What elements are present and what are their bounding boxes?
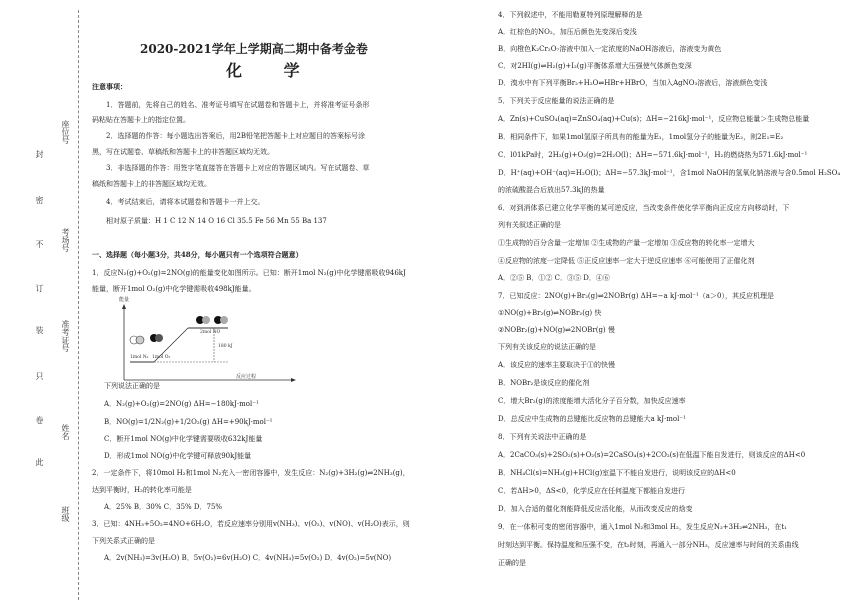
- option-line: A．25% B．30% C．35% D．75%: [104, 503, 223, 511]
- sidebar-label: 不: [35, 240, 44, 248]
- option-line: A．N₂(g)+O₂(g)=2NO(g) ΔH=−180kJ·mol⁻¹: [104, 400, 259, 408]
- note-line: 1．答题前，先将自己的姓名、准考证号填写在试题卷和答题卡上，并将准考证号条形: [106, 101, 370, 109]
- sidebar-label: 考场号: [61, 228, 70, 252]
- option-line: A．Zn(s)+CuSO₄(aq)=ZnSO₄(aq)+Cu(s)；ΔH=−216kJ·mol⁻¹，反应物总能量＞生成物总能量: [498, 115, 810, 123]
- sidebar-label: 只: [35, 372, 44, 380]
- note-line: 相对原子质量：H 1 C 12 N 14 O 16 Cl 35.5 Fe 56 Mn 55 Ba 137: [106, 217, 327, 225]
- sidebar-label: 姓名: [61, 424, 70, 440]
- option-line: A．②⑤ B．①② C．③⑤ D．④⑥: [498, 274, 610, 282]
- option-line: A．2v(NH₃)=3v(H₂O) B．5v(O₂)=6v(H₂O) C．4v(NH₃)=5v(O₂) D．4v(O₂)=5v(NO): [104, 554, 392, 562]
- option-line: A．红棕色的NO₂，加压后颜色先变深后变浅: [498, 28, 637, 36]
- option-line: C．断开1mol NO(g)中化学键需要吸收632kJ能量: [104, 435, 263, 443]
- figure-ylabel: 能量: [119, 297, 130, 303]
- question-line: 8．下列有关说法中正确的是: [498, 433, 587, 441]
- question-line: 9．在一体积可变的密闭容器中，通入1mol N₂和3mol H₂，发生反应N₂+3H₂⇌2NH₃，在t₁: [498, 523, 787, 531]
- sidebar-label: 班级: [61, 506, 70, 522]
- option-line: A．该反应的速率主要取决于①的快慢: [498, 361, 616, 369]
- notes-heading: 注意事项：: [92, 82, 127, 91]
- figure-energy-label: 180 kJ: [218, 344, 233, 349]
- sidebar-label: 此: [35, 458, 44, 466]
- question-line: 达到平衡时，H₂的转化率可能是: [92, 486, 192, 494]
- option-line: ①NO(g)+Br₂(g)⇌NOBr₂(g) 快: [498, 309, 602, 317]
- option-line: D．总反应中生成物的总键能比反应物的总键能大a kJ·mol⁻¹: [498, 415, 686, 423]
- question-line: 1．反应N₂(g)+O₂(g)=2NO(g)的能量变化如图所示。已知：断开1mol N₂(g)中化学键需吸收946kJ: [92, 269, 406, 277]
- option-line: B．向橙色K₂Cr₂O₇溶液中加入一定浓度的NaOH溶液后，溶液变为黄色: [498, 45, 722, 53]
- question-line: 下列有关该反应的说法正确的是: [498, 343, 596, 351]
- sidebar-label: 座位号: [61, 120, 70, 144]
- option-line: ④反应物的浓度一定降低 ⑤正反应速率一定大于逆反应速率 ⑥可能使用了正催化剂: [498, 257, 755, 265]
- figure-top-label: 2mol NO: [200, 330, 221, 335]
- question-line: 6．对到消体系已建立化学平衡的某可逆反应，当改变条件使化学平衡向正反应方向移动时，下: [498, 204, 790, 212]
- option-line: B．NH₄Cl(s)=NH₃(g)+HCl(g)室温下不能自发进行，说明该反应的ΔH<0: [498, 469, 736, 477]
- subject-title: 化 学: [226, 61, 318, 80]
- note-line: 黑，写在试题卷、草稿纸和答题卡上的非答题区域均无效。: [92, 148, 274, 156]
- note-line: 2．选择题的作答：每小题选出答案后，用2B铅笔把答题卡上对应题目的答案标号涂: [106, 132, 366, 140]
- note-line: 4．考试结束后，请将本试题卷和答题卡一并上交。: [106, 198, 265, 206]
- sidebar-label: 密: [35, 196, 44, 204]
- option-line: D．加入合适的催化剂能降低反应活化能，从而改变反应的焓变: [498, 505, 693, 513]
- sidebar-label: 卷: [35, 416, 44, 424]
- binding-line: [78, 10, 79, 600]
- note-line: 码粘贴在答题卡上的指定位置。: [92, 116, 190, 124]
- question-line: 时刻达到平衡。保持温度和压强不变，在t₂时刻，再通入一部分NH₃，反应速率与时间的关系曲线: [498, 541, 799, 549]
- question-line: 列有关叙述正确的是: [498, 221, 561, 229]
- option-line: ②NOBr₂(g)+NO(g)⇌2NOBr(g) 慢: [498, 326, 615, 334]
- option-line: B．相同条件下，如果1mol氢原子所具有的能量为E₁，1mol氢分子的能量为E₂，则2E₁=E₂: [498, 133, 784, 141]
- question-line: 4．下列叙述中，不能用勒夏特列原理解释的是: [498, 11, 643, 19]
- question-line: 下列说法正确的是: [104, 382, 160, 390]
- question-line: 正确的是: [498, 559, 526, 567]
- option-line: B．NOBr₂是该反应的催化剂: [498, 379, 590, 387]
- option-line: D．形成1mol NO(g)中化学键可释放90kJ能量: [104, 452, 252, 460]
- energy-diagram: [118, 297, 298, 384]
- option-line: C．对2HI(g)⇌H₂(g)+I₂(g)平衡体系增大压强使气体颜色变深: [498, 62, 692, 70]
- option-line: C．若ΔH>0，ΔS<0，化学反应在任何温度下都能自发进行: [498, 487, 686, 495]
- figure-xlabel: 反应过程: [236, 374, 257, 380]
- figure-mol-label: 1mol O₂: [152, 355, 171, 360]
- question-line: 5．下列关于反应能量的说法正确的是: [498, 97, 615, 105]
- question-line: 2．一定条件下，将10mol H₂和1mol N₂充入一密闭容器中，发生反应：N₂(g)+3H₂(g)⇌2NH₃(g)，: [92, 469, 410, 477]
- sidebar-label: 准考证号: [61, 320, 70, 352]
- option-line: C．增大Br₂(g)的浓度能增大活化分子百分数，加快反应速率: [498, 397, 686, 405]
- option-line: 的浓硫酸混合后放出57.3kJ的热量: [498, 186, 605, 194]
- note-line: 3．非选择题的作答：用签字笔直接答在答题卡上对应的答题区域内。写在试题卷、草: [106, 164, 370, 172]
- sidebar-label: 封: [35, 150, 44, 158]
- figure-mol-label: 1mol N₂: [130, 355, 149, 360]
- option-line: A．2CaCO₃(s)+2SO₂(s)+O₂(s)=2CaSO₄(s)+2CO₂(s)在低温下能自发进行，则该反应的ΔH<0: [498, 451, 806, 459]
- option-line: B．NO(g)=1/2N₂(g)+1/2O₂(g) ΔH=+90kJ·mol⁻¹: [104, 418, 273, 426]
- option-line: D．H⁺(aq)+OH⁻(aq)=H₂O(l)；ΔH=−57.3kJ·mol⁻¹，含1mol NaOH的氢氧化钠溶液与含0.5mol H₂SO₄: [498, 169, 841, 177]
- exam-title: 2020-2021学年上学期高二期中备考金卷: [140, 42, 368, 56]
- option-line: D．溴水中有下列平衡Br₂+H₂O⇌HBr+HBrO，当加入AgNO₃溶液后，溶液颜色变浅: [498, 79, 768, 87]
- option-line: C．l01kPa时，2H₂(g)+O₂(g)=2H₂O(l)；ΔH=−571.6kJ·mol⁻¹，H₂的燃烧热为571.6kJ·mol⁻¹: [498, 151, 808, 159]
- note-line: 稿纸和答题卡上的非答题区域均无效。: [92, 180, 211, 188]
- question-line: 能量，断开1mol O₂(g)中化学键需吸收498kJ能量。: [92, 285, 256, 293]
- question-line: 下列关系式正确的是: [92, 537, 155, 545]
- sidebar-label: 订: [35, 284, 44, 292]
- question-line: 7．已知反应：2NO(g)+Br₂(g)⇌2NOBr(g) ΔH=−a kJ·mol⁻¹（a＞0），其反应机理是: [498, 292, 774, 300]
- section-heading: 一、选择题（每小题3分，共48分，每小题只有一个选项符合题意）: [92, 250, 303, 259]
- question-line: 3．已知：4NH₃+5O₂=4NO+6H₂O，若反应速率分别用v(NH₃)、v(O₂)、v(NO)、v(H₂O)表示，则: [92, 520, 410, 528]
- sidebar-label: 装: [35, 326, 44, 334]
- option-line: ①生成物的百分含量一定增加 ②生成物的产量一定增加 ③反应物的转化率一定增大: [498, 239, 755, 247]
